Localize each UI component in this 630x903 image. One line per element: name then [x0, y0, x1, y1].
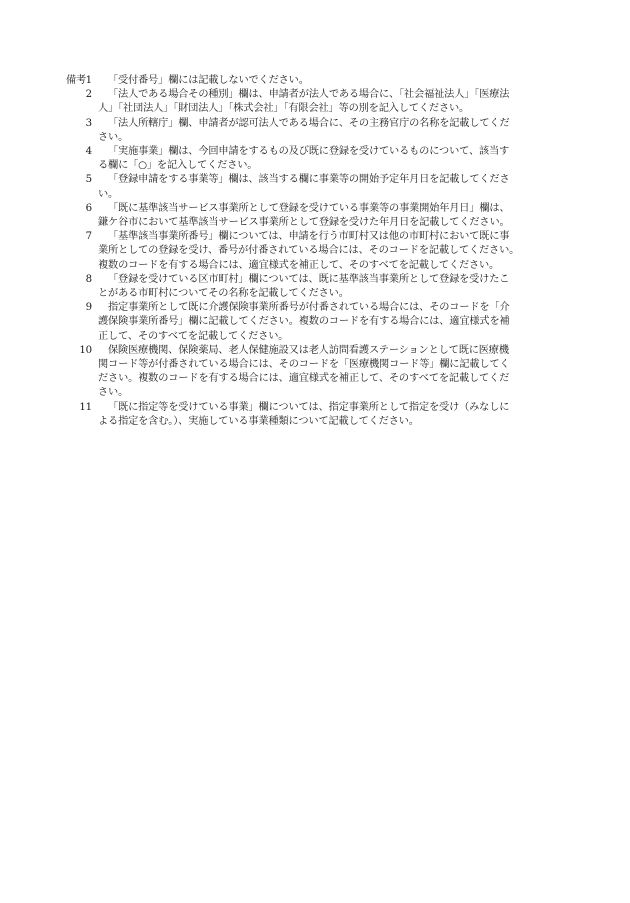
remark-text [98, 145, 566, 173]
remark-text [98, 401, 566, 429]
remark-item-11 [66, 401, 566, 429]
remark-number: 11 [79, 401, 92, 413]
remark-item-7 [66, 230, 566, 273]
remark-number: 8 [85, 273, 92, 285]
remark-item-10 [66, 344, 566, 401]
remark-text [98, 301, 566, 344]
remark-text-line: 「法人である場合その種別」欄は、申請者が法人である場合に、「社会福祉法人」「医療法 [108, 89, 510, 101]
remark-text-line: い。 [98, 188, 119, 200]
remark-text [98, 273, 566, 301]
remark-item-6 [66, 202, 566, 230]
remark-number: 9 [85, 302, 92, 314]
remark-text [98, 117, 566, 145]
remark-item-9 [66, 301, 566, 344]
remark-text-line: 正して、そのすべてを記載してください。 [98, 330, 289, 342]
remark-number: 4 [85, 146, 92, 158]
remark-text [98, 173, 566, 201]
remark-number: 3 [85, 117, 92, 129]
remark-number: 5 [85, 174, 92, 186]
remark-item-2 [66, 88, 566, 116]
remark-text-line: 「実施事業」欄は、今回申請をするもの及び既に登録を受けているものについて、該当す [108, 146, 510, 158]
remark-text-line: 「既に基準該当サービス事業所として登録を受けている事業等の事業開始年月日」欄は、 [108, 202, 510, 214]
remark-text-line: 「既に指定等を受けている事業」欄については、指定事業所として指定を受け（みなしに [108, 401, 510, 413]
remark-item-3 [66, 117, 566, 145]
remark-text-line: 護保険事業所番号」欄に記載してください。複数のコードを有する場合には、適宜様式を補 [98, 316, 510, 328]
remark-text [98, 202, 566, 230]
remark-text-line: 人」「社団法人」「財団法人」「株式会社」「有限会社」等の別を記入してください。 [98, 103, 470, 115]
remark-text-line: さい。 [98, 387, 129, 399]
remark-text-line: さい。 [98, 131, 129, 143]
remark-text-line: る欄に「○」を記入してください。 [98, 160, 258, 172]
remark-item-4 [66, 145, 566, 173]
remark-text-line: とがある市町村についてその名称を記載してください。 [98, 288, 349, 300]
remark-text-line: 鎌ケ谷市において基準該当サービス事業所として登録を受けた年月日を記載してください。 [98, 217, 510, 229]
remark-text-line: 「基準該当事業所番号」欄については、申請を行う市町村又は他の市町村において既に事 [108, 231, 510, 243]
remark-text [98, 74, 566, 88]
remark-number: 2 [85, 89, 92, 101]
remark-text-line: よる指定を含む。）、実施している事業種類について記載してください。 [98, 415, 419, 427]
remarks-list [66, 74, 566, 429]
remark-number: 10 [79, 344, 92, 356]
remark-text [98, 88, 566, 116]
remark-number: 6 [85, 202, 92, 214]
remark-text-line: 業所としての登録を受け、番号が付番されている場合には、そのコードを記載してください。 [98, 245, 520, 257]
remark-text-line: 保険医療機関、保険薬局、老人保健施設又は老人訪問看護ステーションとして既に医療機 [108, 344, 509, 356]
remark-item-1 [66, 74, 566, 88]
remark-text-line: 「登録を受けている区市町村」欄については、既に基準該当事業所として登録を受けたこ [108, 273, 510, 285]
remark-item-5 [66, 173, 566, 201]
remark-text-line: 関コード等が付番されている場合には、そのコードを「医療機関コード等」欄に記載してく [98, 359, 510, 371]
remark-number: 1 [85, 75, 92, 86]
remark-number: 7 [85, 231, 92, 243]
remark-text-line: 「受付番号」欄には記載しないでください。 [108, 75, 309, 86]
remarks-label: 備考 [66, 75, 87, 86]
remark-text-line: 「法人所轄庁」欄、申請者が認可法人である場合に、その主務官庁の名称を記載してくだ [108, 117, 510, 129]
remark-item-8 [66, 273, 566, 301]
remark-text [98, 344, 566, 401]
remark-text-line: 指定事業所として既に介護保険事業所番号が付番されている場合には、そのコードを「介 [108, 302, 510, 314]
remark-text-line: ださい。複数のコードを有する場合には、適宜様式を補正して、そのすべてを記載してくだ [98, 373, 510, 385]
remark-text [98, 230, 566, 273]
remark-text-line: 「登録申請をする事業等」欄は、該当する欄に事業等の開始予定年月日を記載してくださ [108, 174, 510, 186]
remark-text-line: 複数のコードを有する場合には、適宜様式を補正して、そのすべてを記載してください。 [98, 259, 500, 271]
